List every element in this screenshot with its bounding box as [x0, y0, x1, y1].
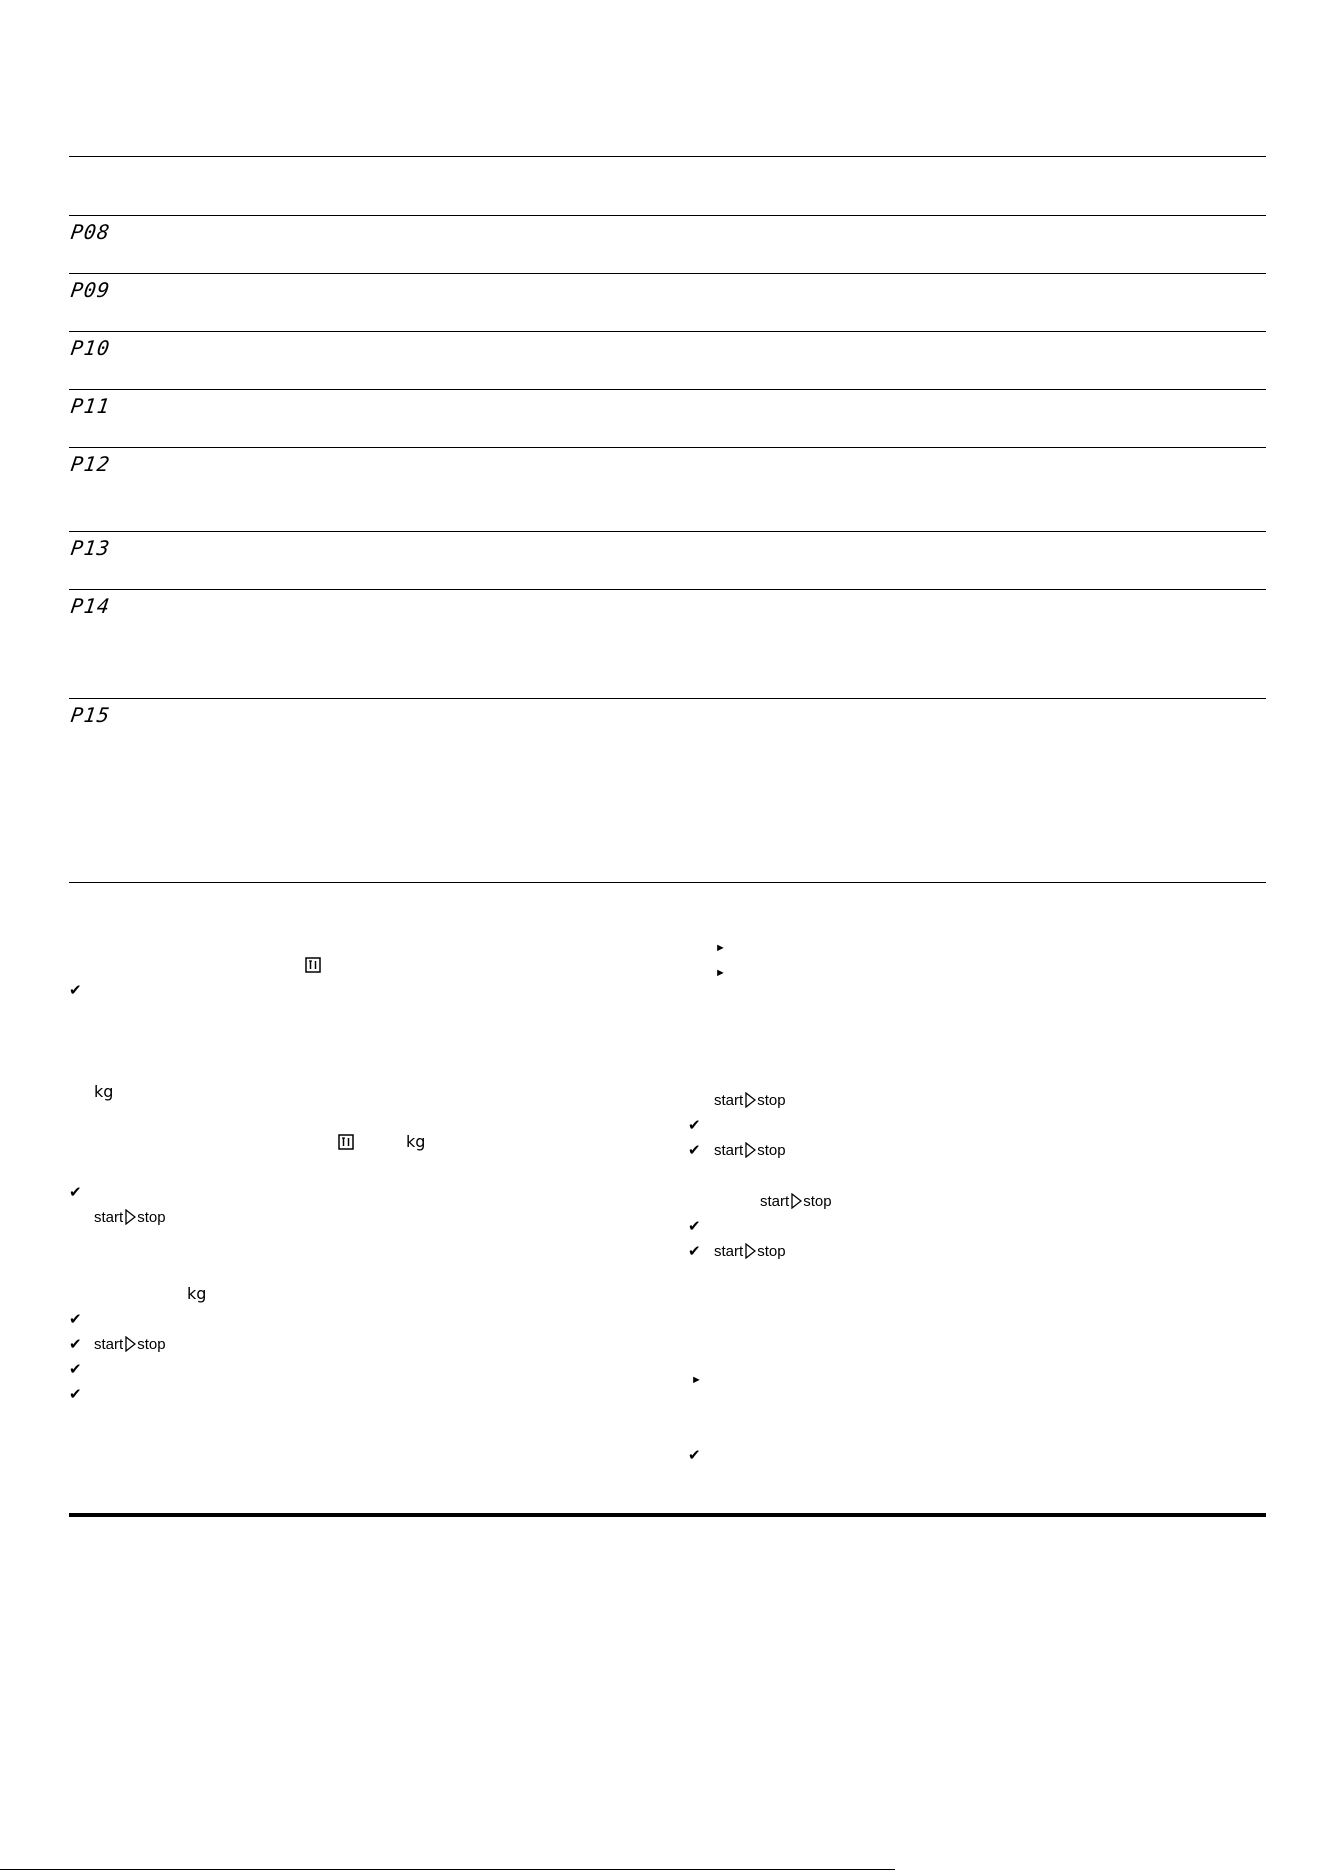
program-code: P10: [69, 336, 112, 360]
check-icon: ✔: [688, 1142, 701, 1159]
check-icon: ✔: [69, 1361, 82, 1378]
cutlery-tool-icon: [305, 957, 321, 973]
table-bottom-rule: [69, 882, 1266, 883]
play-triangle-icon: [744, 1092, 756, 1108]
row-rule: [69, 447, 1266, 448]
start-stop-button-label: start stop: [714, 1142, 786, 1159]
unit-kg: kg: [187, 1284, 207, 1303]
program-code: P15: [69, 703, 112, 727]
unit-kg: kg: [406, 1132, 426, 1151]
play-triangle-icon: [124, 1336, 136, 1352]
table-header-rule: [69, 215, 1266, 216]
start-stop-button-label: start stop: [94, 1336, 166, 1353]
play-triangle-icon: [790, 1193, 802, 1209]
program-code: P08: [69, 220, 112, 244]
check-icon: ✔: [688, 1447, 701, 1464]
right-triangle-icon: ►: [691, 1374, 702, 1386]
table-top-rule: [69, 156, 1266, 157]
check-icon: ✔: [688, 1243, 701, 1260]
check-icon: ✔: [69, 1386, 82, 1403]
section-bottom-rule: [69, 1513, 1266, 1517]
check-icon: ✔: [688, 1117, 701, 1134]
program-code: P09: [69, 278, 112, 302]
play-triangle-icon: [744, 1142, 756, 1158]
check-icon: ✔: [69, 982, 82, 999]
unit-kg: kg: [94, 1082, 114, 1101]
check-icon: ✔: [688, 1218, 701, 1235]
program-code: P13: [69, 536, 112, 560]
program-code: P14: [69, 594, 112, 618]
row-rule: [69, 389, 1266, 390]
right-triangle-icon: ►: [715, 967, 726, 979]
cutlery-tool-icon: [338, 1134, 354, 1150]
check-icon: ✔: [69, 1184, 82, 1201]
footer-rule: [0, 1869, 895, 1870]
play-triangle-icon: [744, 1243, 756, 1259]
right-triangle-icon: ►: [715, 942, 726, 954]
program-code: P11: [69, 394, 112, 418]
row-rule: [69, 331, 1266, 332]
row-rule: [69, 589, 1266, 590]
row-rule: [69, 273, 1266, 274]
row-rule: [69, 698, 1266, 699]
check-icon: ✔: [69, 1336, 82, 1353]
row-rule: [69, 531, 1266, 532]
start-stop-button-label: start stop: [714, 1243, 786, 1260]
start-stop-button-label: start stop: [94, 1209, 166, 1226]
program-code: P12: [69, 452, 112, 476]
play-triangle-icon: [124, 1209, 136, 1225]
start-stop-button-label: start stop: [714, 1092, 786, 1109]
start-stop-button-label: start stop: [760, 1193, 832, 1210]
check-icon: ✔: [69, 1311, 82, 1328]
